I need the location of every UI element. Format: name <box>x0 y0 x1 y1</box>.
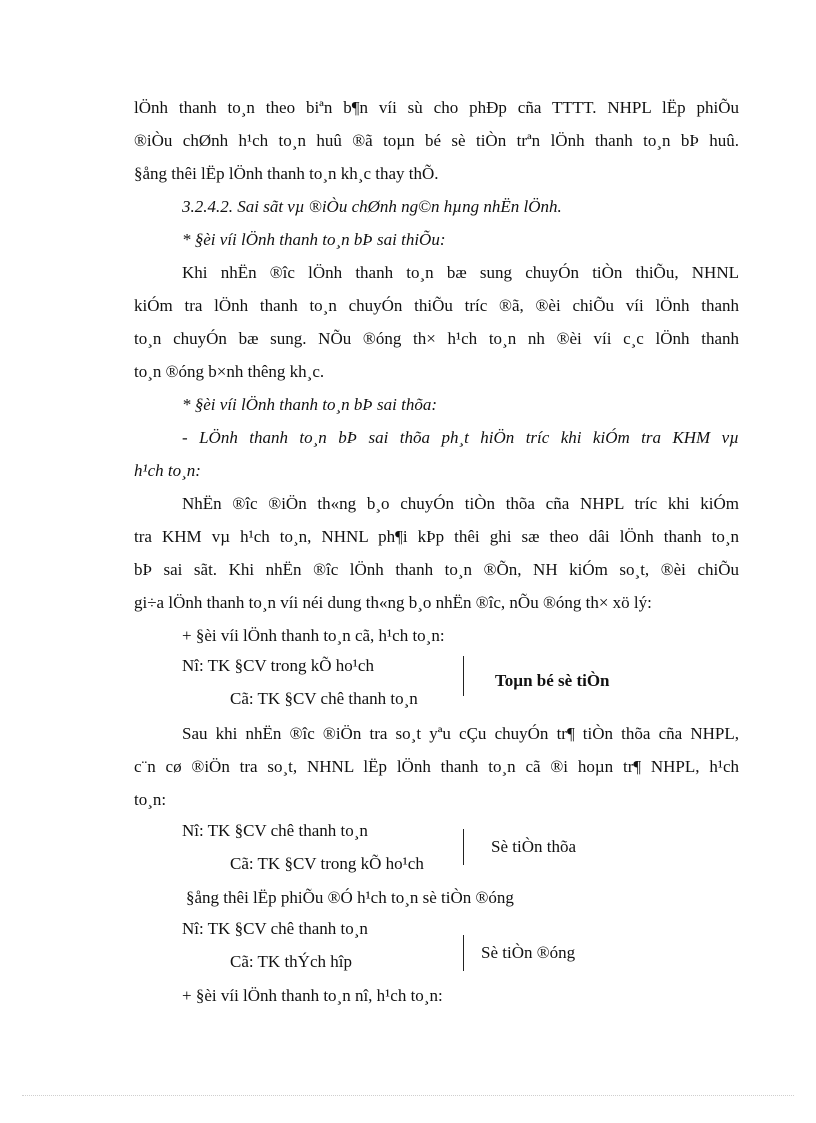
bracket-line <box>463 829 464 865</box>
text-line: Khi nhËn ®îc lÖnh thanh to¸n bæ sung chuyÓn tiÒn thiÕu, NHNL <box>182 263 739 282</box>
entry-debit: Nî: TK §CV chê thanh to¸n <box>182 821 368 840</box>
text-line: bÞ sai sãt. Khi nhËn ®îc lÖnh thanh to¸n ®Õn, NH kiÓm so¸t, ®èi chiÕu <box>134 560 739 579</box>
subheading-excess-before-check <box>134 421 739 487</box>
text-line: h¹ch to¸n: <box>134 461 201 480</box>
paragraph-excess-procedure <box>134 487 739 619</box>
paragraph-continuation <box>134 91 739 190</box>
subheading-excess-amount: * §èi víi lÖnh thanh to¸n bÞ sai thõa: <box>182 395 437 414</box>
text-line: to¸n ®óng b×nh thêng kh¸c. <box>134 362 325 381</box>
entry-credit: Cã: TK §CV chê thanh to¸n <box>230 689 418 708</box>
entry-amount: Sè tiÒn ®óng <box>481 943 576 962</box>
page-bottom-rule <box>22 1095 794 1096</box>
bracket-line <box>463 656 464 696</box>
text-line: - LÖnh thanh to¸n bÞ sai thõa ph¸t hiÖn tríc khi kiÓm tra KHM vµ <box>182 428 739 447</box>
text-line: gi÷a lÖnh thanh to¸n víi néi dung th«ng b¸o nhËn ®îc, nÕu ®óng th× xö lý: <box>134 593 652 612</box>
text-line: ®iÒu chØnh h¹ch to¸n huû ®ã toµn bé sè tiÒn trªn lÖnh thanh to¸n bÞ huû. <box>134 131 739 150</box>
text-line: lÖnh thanh to¸n theo biªn b¶n víi sù cho phÐp cña TTTT. NHPL lËp phiÕu <box>134 98 739 117</box>
entry-amount: Toµn bé sè tiÒn <box>495 671 610 690</box>
entry-amount: Sè tiÒn thõa <box>491 837 576 856</box>
case-credit-order: + §èi víi lÖnh thanh to¸n cã, h¹ch to¸n: <box>182 626 445 645</box>
entry-credit: Cã: TK §CV trong kÕ ho¹ch <box>230 854 424 873</box>
text-line: tra KHM vµ h¹ch to¸n, NHNL ph¶i kÞp thêi ghi sæ theo dâi lÖnh thanh to¸n <box>134 527 739 546</box>
text-line: Sau khi nhËn ®îc ®iÖn tra so¸t yªu cÇu chuyÓn tr¶ tiÒn thõa cña NHPL, <box>182 724 739 743</box>
text-line: to¸n chuyÓn bæ sung. NÕu ®óng th× h¹ch to¸n nh ®èi víi c¸c lÖnh thanh <box>134 329 739 348</box>
entry-debit: Nî: TK §CV chê thanh to¸n <box>182 919 368 938</box>
text-line: kiÓm tra lÖnh thanh to¸n chuyÓn thiÕu tríc ®ã, ®èi chiÕu víi lÖnh thanh <box>134 296 739 315</box>
bracket-line <box>463 935 464 971</box>
paragraph-correct-amount: §ång thêi lËp phiÕu ®Ó h¹ch to¸n sè tiÒn ®óng <box>186 888 514 907</box>
text-line: to¸n: <box>134 790 167 809</box>
paragraph-missing-amount <box>134 256 739 388</box>
text-line: NhËn ®îc ®iÖn th«ng b¸o chuyÓn tiÒn thõa cña NHPL tríc khi kiÓm <box>182 494 739 513</box>
entry-debit: Nî: TK §CV trong kÕ ho¹ch <box>182 656 374 675</box>
paragraph-refund-excess <box>134 717 739 816</box>
entry-credit: Cã: TK thÝch hîp <box>230 952 352 971</box>
section-heading: 3.2.4.2. Sai sãt vµ ®iÒu chØnh ng©n hµng nhËn lÖnh. <box>182 197 562 216</box>
text-line: §ång thêi lËp lÖnh thanh to¸n kh¸c thay thÕ. <box>134 164 439 183</box>
subheading-missing-amount: * §èi víi lÖnh thanh to¸n bÞ sai thiÕu: <box>182 230 446 249</box>
text-line: c¨n cø ®iÖn tra so¸t, NHNL lËp lÖnh thanh to¸n cã ®i hoµn tr¶ NHPL, h¹ch <box>134 757 739 776</box>
case-debit-order: + §èi víi lÖnh thanh to¸n nî, h¹ch to¸n: <box>182 986 443 1005</box>
